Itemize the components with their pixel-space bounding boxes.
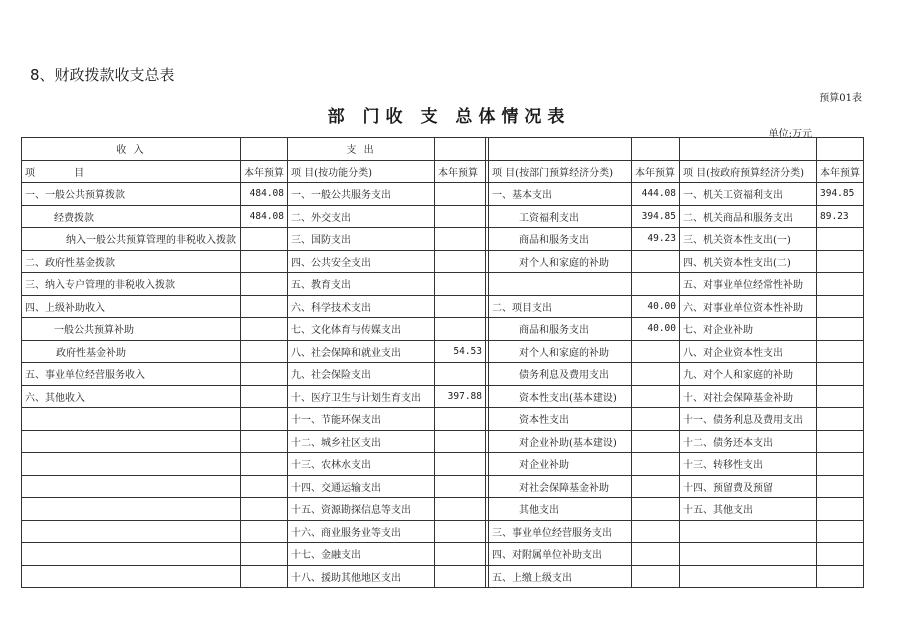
gov-econ-item-cell: 三、机关资本性支出(一): [680, 228, 817, 251]
gov-econ-item-cell: 八、对企业资本性支出: [680, 340, 817, 363]
dept-econ-budget-cell: [632, 340, 680, 363]
func-budget-cell: [435, 475, 486, 498]
gov-econ-budget-cell: [817, 228, 864, 251]
func-item-cell: 十五、资源勘探信息等支出: [288, 498, 435, 521]
income-budget-cell: [241, 498, 288, 521]
header-blank: [632, 138, 680, 161]
income-item-cell: [22, 498, 241, 521]
dept-econ-budget-cell: 394.85: [632, 205, 680, 228]
table-row: [22, 295, 864, 318]
header-blank: [435, 138, 486, 161]
dept-econ-budget-cell: [632, 520, 680, 543]
budget-table: [21, 137, 864, 588]
header-blank: [680, 138, 817, 161]
func-item-cell: 二、外交支出: [288, 205, 435, 228]
gov-econ-budget-cell: [817, 498, 864, 521]
income-budget-cell: [241, 453, 288, 476]
func-budget-cell: [435, 543, 486, 566]
income-item-cell: [22, 475, 241, 498]
func-budget-cell: [435, 408, 486, 431]
dept-econ-item-cell: 对企业补助(基本建设): [489, 430, 632, 453]
dept-econ-header: 项 目(按部门预算经济分类): [489, 160, 632, 183]
income-item-cell: [22, 565, 241, 588]
gov-econ-item-cell: 十五、其他支出: [680, 498, 817, 521]
header-row-columns: [22, 160, 864, 183]
gov-econ-budget-cell: 394.85: [817, 183, 864, 206]
func-budget-cell: [435, 295, 486, 318]
gov-econ-budget-cell: [817, 385, 864, 408]
gov-econ-item-cell: 四、机关资本性支出(二): [680, 250, 817, 273]
dept-econ-budget-cell: [632, 453, 680, 476]
income-budget-cell: [241, 318, 288, 341]
dept-econ-item-cell: 资本性支出: [489, 408, 632, 431]
income-budget-cell: 484.08: [241, 205, 288, 228]
dept-econ-item-cell: 对企业补助: [489, 453, 632, 476]
dept-econ-budget-cell: [632, 408, 680, 431]
table-row: [22, 228, 864, 251]
gov-econ-budget-cell: [817, 543, 864, 566]
income-item-cell: [22, 520, 241, 543]
func-item-cell: 五、教育支出: [288, 273, 435, 296]
dept-econ-item-cell: 对个人和家庭的补助: [489, 340, 632, 363]
income-budget-cell: [241, 340, 288, 363]
income-budget-cell: [241, 385, 288, 408]
income-item-cell: 五、事业单位经营服务收入: [22, 363, 241, 386]
gov-econ-budget-cell: [817, 475, 864, 498]
gov-econ-item-cell: 一、机关工资福利支出: [680, 183, 817, 206]
func-budget-cell: [435, 228, 486, 251]
func-item-cell: 三、国防支出: [288, 228, 435, 251]
income-item-cell: 经费拨款: [22, 205, 241, 228]
func-item-cell: 十四、交通运输支出: [288, 475, 435, 498]
gov-econ-item-cell: 十二、债务还本支出: [680, 430, 817, 453]
func-item-cell: 十三、农林水支出: [288, 453, 435, 476]
dept-econ-item-cell: 商品和服务支出: [489, 228, 632, 251]
header-blank: [817, 138, 864, 161]
gov-econ-budget-cell: [817, 318, 864, 341]
dept-econ-item-cell: 对个人和家庭的补助: [489, 250, 632, 273]
table-row: [22, 520, 864, 543]
table-row: [22, 498, 864, 521]
dept-econ-item-cell: 二、项目支出: [489, 295, 632, 318]
dept-econ-budget-cell: 49.23: [632, 228, 680, 251]
table-row: [22, 183, 864, 206]
func-budget-cell: [435, 520, 486, 543]
func-item-cell: 八、社会保障和就业支出: [288, 340, 435, 363]
income-budget-cell: 484.08: [241, 183, 288, 206]
gov-econ-item-cell: 七、对企业补助: [680, 318, 817, 341]
income-header: 收 入: [22, 138, 241, 161]
income-budget-cell: [241, 363, 288, 386]
func-item-cell: 六、科学技术支出: [288, 295, 435, 318]
dept-econ-budget-cell: [632, 385, 680, 408]
income-item-cell: 政府性基金补助: [22, 340, 241, 363]
dept-econ-item-cell: 工资福利支出: [489, 205, 632, 228]
gov-econ-item-cell: [680, 565, 817, 588]
func-item-cell: 十七、金融支出: [288, 543, 435, 566]
gov-econ-item-cell: 十一、债务利息及费用支出: [680, 408, 817, 431]
table-row: [22, 430, 864, 453]
dept-econ-item-cell: 商品和服务支出: [489, 318, 632, 341]
table-row: [22, 475, 864, 498]
gov-econ-budget-cell: [817, 340, 864, 363]
dept-econ-budget-cell: [632, 498, 680, 521]
gov-econ-budget-cell: [817, 408, 864, 431]
header-blank: [489, 138, 632, 161]
gov-econ-item-cell: [680, 543, 817, 566]
income-item-cell: 二、政府性基金拨款: [22, 250, 241, 273]
func-budget-cell: [435, 430, 486, 453]
func-budget-cell: [435, 250, 486, 273]
income-item-cell: [22, 453, 241, 476]
dept-econ-budget-cell: [632, 250, 680, 273]
income-budget-cell: [241, 408, 288, 431]
dept-econ-budget-cell: [632, 363, 680, 386]
func-item-cell: 四、公共安全支出: [288, 250, 435, 273]
func-item-cell: 一、一般公共服务支出: [288, 183, 435, 206]
income-item-cell: 四、上级补助收入: [22, 295, 241, 318]
dept-econ-item-cell: 对社会保障基金补助: [489, 475, 632, 498]
gov-econ-item-cell: 五、对事业单位经常性补助: [680, 273, 817, 296]
income-budget-cell: [241, 228, 288, 251]
table-row: [22, 318, 864, 341]
income-budget-cell: [241, 273, 288, 296]
gov-econ-item-cell: 二、机关商品和服务支出: [680, 205, 817, 228]
income-item-cell: 纳入一般公共预算管理的非税收入拨款: [22, 228, 241, 251]
table-row: [22, 565, 864, 588]
gov-econ-budget-cell: [817, 520, 864, 543]
gov-econ-header: 项 目(按政府预算经济分类): [680, 160, 817, 183]
dept-econ-budget-cell: [632, 430, 680, 453]
table-row: [22, 363, 864, 386]
func-budget-cell: [435, 363, 486, 386]
gov-econ-budget-cell: [817, 273, 864, 296]
dept-econ-item-cell: 其他支出: [489, 498, 632, 521]
income-item-cell: 六、其他收入: [22, 385, 241, 408]
dept-econ-budget-cell: 40.00: [632, 295, 680, 318]
gov-econ-item-cell: 十三、转移性支出: [680, 453, 817, 476]
func-item-cell: 十八、援助其他地区支出: [288, 565, 435, 588]
func-item-cell: 十一、节能环保支出: [288, 408, 435, 431]
func-item-cell: 十、医疗卫生与计划生育支出: [288, 385, 435, 408]
budget-header: 本年预算: [435, 160, 486, 183]
func-item-cell: 七、文化体育与传媒支出: [288, 318, 435, 341]
func-item-cell: 十二、城乡社区支出: [288, 430, 435, 453]
table-row: [22, 408, 864, 431]
dept-econ-budget-cell: [632, 475, 680, 498]
dept-econ-budget-cell: [632, 565, 680, 588]
income-item-cell: [22, 430, 241, 453]
page-title: 部 门收 支 总体情况表: [327, 107, 571, 127]
gov-econ-budget-cell: [817, 430, 864, 453]
item-header: 项 目: [22, 160, 241, 183]
func-budget-cell: [435, 565, 486, 588]
gov-econ-budget-cell: [817, 565, 864, 588]
income-item-cell: [22, 408, 241, 431]
dept-econ-item-cell: 资本性支出(基本建设): [489, 385, 632, 408]
table-row: [22, 250, 864, 273]
income-item-cell: 三、纳入专户管理的非税收入拨款: [22, 273, 241, 296]
dept-econ-item-cell: 四、对附属单位补助支出: [489, 543, 632, 566]
table-row: [22, 340, 864, 363]
gov-econ-item-cell: 十四、预留费及预留: [680, 475, 817, 498]
unit-label: 单位:万元: [768, 129, 812, 140]
gov-econ-budget-cell: [817, 295, 864, 318]
gov-econ-budget-cell: [817, 363, 864, 386]
income-budget-cell: [241, 543, 288, 566]
section-title: 8、财政拨款收支总表: [30, 66, 175, 84]
budget-header: 本年预算: [241, 160, 288, 183]
header-blank: [241, 138, 288, 161]
table-row: [22, 205, 864, 228]
income-budget-cell: [241, 520, 288, 543]
func-item-cell: 九、社会保险支出: [288, 363, 435, 386]
income-budget-cell: [241, 295, 288, 318]
dept-econ-item-cell: 五、上缴上级支出: [489, 565, 632, 588]
dept-econ-item-cell: 一、基本支出: [489, 183, 632, 206]
income-item-cell: 一、一般公共预算拨款: [22, 183, 241, 206]
expense-header: 支 出: [288, 138, 435, 161]
gov-econ-budget-cell: 89.23: [817, 205, 864, 228]
gov-econ-item-cell: 六、对事业单位资本性补助: [680, 295, 817, 318]
dept-econ-budget-cell: [632, 273, 680, 296]
income-budget-cell: [241, 430, 288, 453]
budget-header: 本年预算: [632, 160, 680, 183]
func-header: 项 目(按功能分类): [288, 160, 435, 183]
income-budget-cell: [241, 565, 288, 588]
gov-econ-item-cell: 十、对社会保障基金补助: [680, 385, 817, 408]
dept-econ-item-cell: [489, 273, 632, 296]
func-budget-cell: [435, 205, 486, 228]
func-budget-cell: [435, 273, 486, 296]
dept-econ-item-cell: 债务利息及费用支出: [489, 363, 632, 386]
dept-econ-budget-cell: 444.08: [632, 183, 680, 206]
income-budget-cell: [241, 250, 288, 273]
func-budget-cell: [435, 183, 486, 206]
func-budget-cell: [435, 318, 486, 341]
gov-econ-item-cell: 九、对个人和家庭的补助: [680, 363, 817, 386]
income-item-cell: 一般公共预算补助: [22, 318, 241, 341]
header-row-top: [22, 138, 864, 161]
income-budget-cell: [241, 475, 288, 498]
budget-header: 本年预算: [817, 160, 864, 183]
table-row: [22, 453, 864, 476]
form-code: 预算01表: [819, 93, 862, 104]
gov-econ-item-cell: [680, 520, 817, 543]
income-item-cell: [22, 543, 241, 566]
table-row: [22, 385, 864, 408]
table-row: [22, 273, 864, 296]
gov-econ-budget-cell: [817, 453, 864, 476]
func-item-cell: 十六、商业服务业等支出: [288, 520, 435, 543]
func-budget-cell: [435, 498, 486, 521]
dept-econ-budget-cell: 40.00: [632, 318, 680, 341]
func-budget-cell: [435, 453, 486, 476]
dept-econ-item-cell: 三、事业单位经营服务支出: [489, 520, 632, 543]
func-budget-cell: 54.53: [435, 340, 486, 363]
func-budget-cell: 397.88: [435, 385, 486, 408]
dept-econ-budget-cell: [632, 543, 680, 566]
table-row: [22, 543, 864, 566]
gov-econ-budget-cell: [817, 250, 864, 273]
